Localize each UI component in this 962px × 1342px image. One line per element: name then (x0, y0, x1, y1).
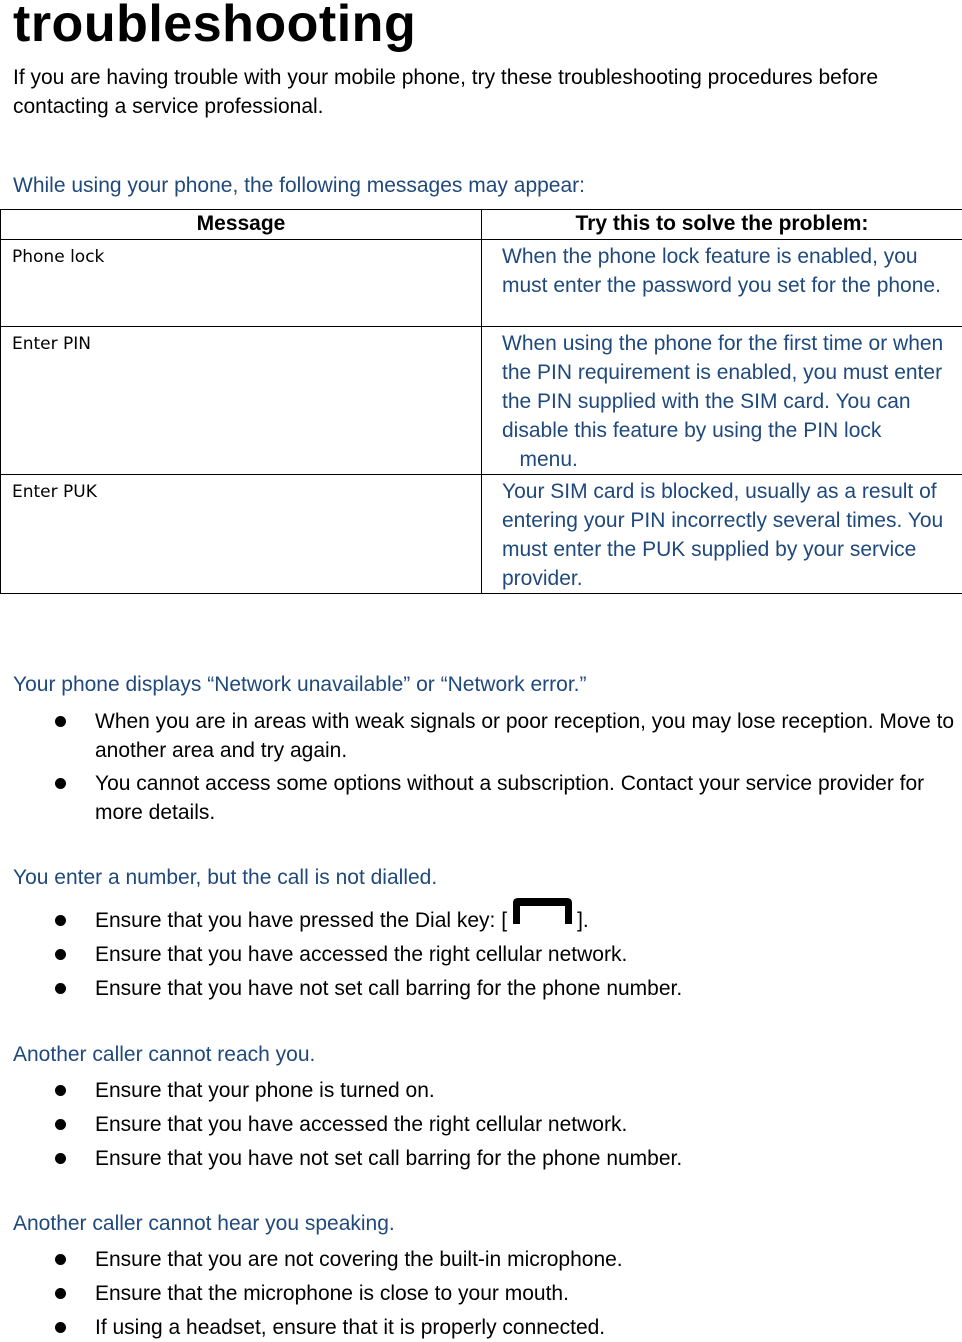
bullet-list-cannot-reach (0, 1076, 962, 1173)
solution-cell (482, 327, 962, 475)
list-item-text-suffix: ]. (577, 909, 589, 932)
solution-text-tail: menu. (502, 448, 578, 471)
bullet-icon (55, 1119, 66, 1130)
message-cell: Phone lock (1, 240, 482, 327)
section-heading-not-dialled: You enter a number, but the call is not dialled. (13, 864, 437, 892)
dial-key-icon (507, 897, 577, 925)
list-item (0, 707, 957, 765)
bullet-icon (55, 1153, 66, 1164)
bullet-list-network (0, 707, 962, 827)
list-item-text: Ensure that you are not covering the built-in microphone. (95, 1248, 623, 1271)
solution-text: Your SIM card is blocked, usually as a result of entering your PIN incorrectly several times. You must enter the PUK supplied by your service provider. (502, 480, 943, 590)
list-item (0, 1076, 957, 1105)
list-item (0, 1110, 957, 1139)
solution-text: When using the phone for the first time or when the PIN requirement is enabled, you must enter the PIN supplied with the SIM card. You can disable this feature by using the PIN lock (502, 332, 943, 442)
message-table (0, 209, 962, 594)
bullet-icon (55, 1085, 66, 1096)
list-item (0, 974, 957, 1003)
column-header-solution: Try this to solve the problem: (482, 210, 962, 240)
list-item-text: You cannot access some options without a subscription. Contact your service provider for more details. (95, 772, 924, 824)
list-item-text: Ensure that you have pressed the Dial key: [ (95, 909, 507, 932)
list-item-text: Ensure that you have not set call barring for the phone number. (95, 1147, 682, 1170)
messages-heading: While using your phone, the following messages may appear: (13, 172, 585, 200)
solution-text: When the phone lock feature is enabled, you must enter the password you set for the phone. (502, 245, 941, 297)
list-item (0, 769, 957, 827)
list-item-text: Ensure that you have accessed the right cellular network. (95, 943, 627, 966)
bullet-icon (55, 1288, 66, 1299)
message-cell: Enter PUK (1, 475, 482, 594)
list-item-text: Ensure that you have not set call barring for the phone number. (95, 977, 682, 1000)
section-heading-cannot-reach: Another caller cannot reach you. (13, 1041, 315, 1069)
solution-cell (482, 240, 962, 327)
list-item (0, 1313, 957, 1342)
bullet-icon (55, 1322, 66, 1333)
bullet-icon (55, 915, 66, 926)
list-item (0, 940, 957, 969)
list-item (0, 906, 957, 935)
bullet-icon (55, 983, 66, 994)
list-item (0, 1144, 957, 1173)
column-header-message: Message (1, 210, 482, 240)
solution-cell (482, 475, 962, 594)
bullet-icon (55, 716, 66, 727)
bullet-icon (55, 949, 66, 960)
list-item-text: Ensure that your phone is turned on. (95, 1079, 435, 1102)
table-row (1, 240, 962, 327)
section-heading-cannot-hear: Another caller cannot hear you speaking. (13, 1210, 395, 1238)
list-item (0, 1279, 957, 1308)
table-row (1, 327, 962, 475)
list-item-text: When you are in areas with weak signals or poor reception, you may lose reception. Move to another area and try again. (95, 710, 954, 762)
bullet-list-not-dialled (0, 906, 962, 1003)
intro-paragraph: If you are having trouble with your mobile phone, try these troubleshooting procedures before contacting a service professional. (13, 63, 913, 121)
page-title: troubleshooting (13, 0, 416, 54)
list-item-text: Ensure that the microphone is close to your mouth. (95, 1282, 569, 1305)
list-item (0, 1245, 957, 1274)
message-cell: Enter PIN (1, 327, 482, 475)
table-header-row (1, 210, 962, 240)
bullet-icon (55, 778, 66, 789)
bullet-list-cannot-hear (0, 1245, 962, 1342)
table-row (1, 475, 962, 594)
section-heading-network: Your phone displays “Network unavailable” or “Network error.” (13, 671, 586, 699)
bullet-icon (55, 1254, 66, 1265)
list-item-text: If using a headset, ensure that it is properly connected. (95, 1316, 605, 1339)
list-item-text: Ensure that you have accessed the right cellular network. (95, 1113, 627, 1136)
